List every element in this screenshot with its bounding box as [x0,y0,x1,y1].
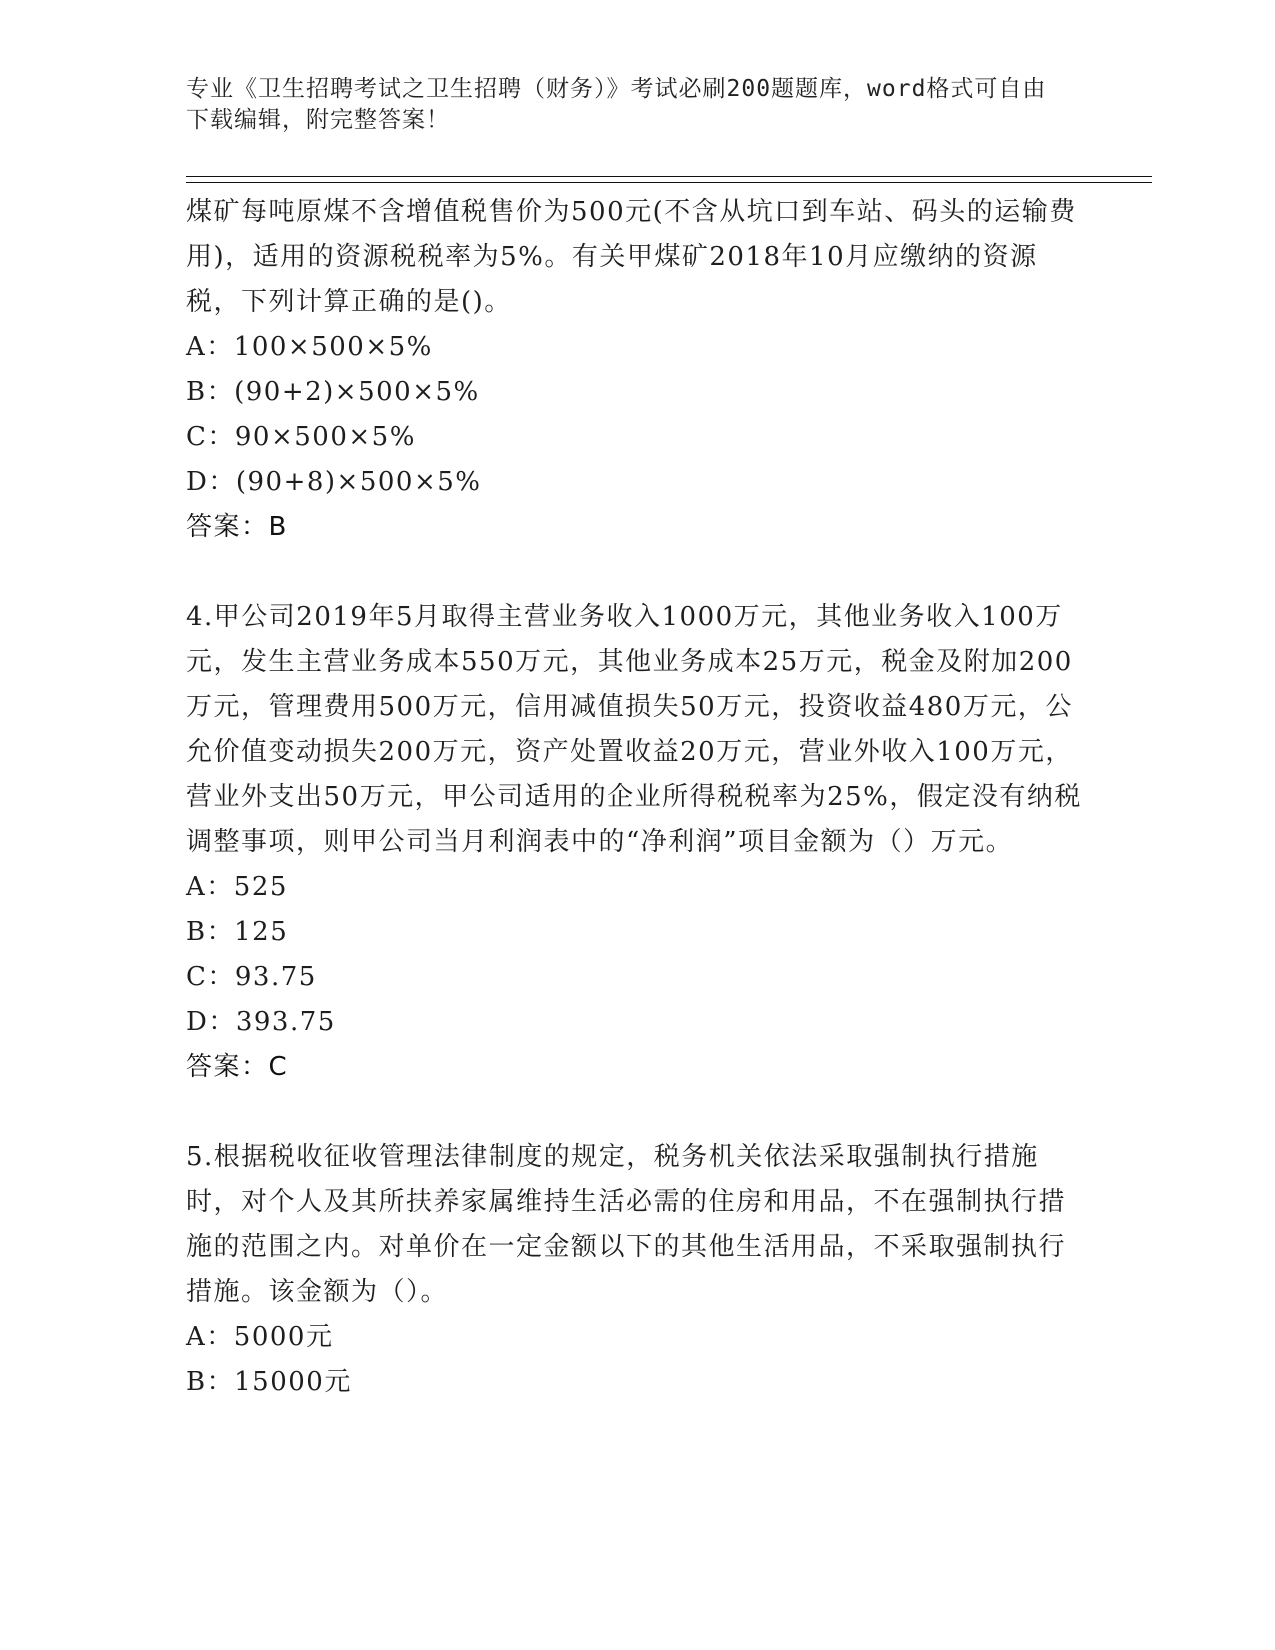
option-b: B：15000元 [186,1367,352,1397]
option-a: A：5000元 [186,1322,334,1352]
answer-line: 答案：B [186,512,288,542]
document-header: 专业《卫生招聘考试之卫生招聘（财务）》考试必刷200题题库，word格式可自由下载编辑，附完整答案！ [186,76,1047,133]
option-a: A：525 [186,872,288,902]
question-item [186,190,1086,550]
option-d: D：393.75 [186,1007,336,1037]
option-c: C：90×500×5% [186,422,416,452]
option-b: B：125 [186,917,289,947]
option-b: B：(90+2)×500×5% [186,377,480,407]
question-item [186,1135,1086,1405]
question-stem: 4.甲公司2019年5月取得主营业务收入1000万元，其他业务收入100万元，发生主营业务成本550万元，其他业务成本25万元，税金及附加200万元，管理费用500万元，信用减值损失50万元，投资收益480万元，公允价值变动损失200万元，资产处置收益20万元，营业外收入100万元，营业外支出50万元，甲公司适用的企业所得税税率为25%，假定没有纳税调整事项，则甲公司当月利润表中的“净利润”项目金额为（）万元。 [186,602,1082,857]
answer-line: 答案：C [186,1052,289,1082]
option-a: A：100×500×5% [186,332,433,362]
question-list [186,190,1086,1405]
header-rule-bottom [186,182,1152,183]
option-c: C：93.75 [186,962,317,992]
question-spacer [186,550,1086,595]
question-item [186,595,1086,1090]
option-d: D：(90+8)×500×5% [186,467,482,497]
question-spacer [186,1090,1086,1135]
header-rule-top [186,176,1152,177]
question-stem: 煤矿每吨原煤不含增值税售价为500元(不含从坑口到车站、码头的运输费用)，适用的资源税税率为5%。有关甲煤矿2018年10月应缴纳的资源税，下列计算正确的是()。 [186,197,1077,317]
question-stem: 5.根据税收征收管理法律制度的规定，税务机关依法采取强制执行措施时，对个人及其所扶养家属维持生活必需的住房和用品，不在强制执行措施的范围之内。对单价在一定金额以下的其他生活用品，不采取强制执行措施。该金额为（）。 [186,1142,1067,1307]
